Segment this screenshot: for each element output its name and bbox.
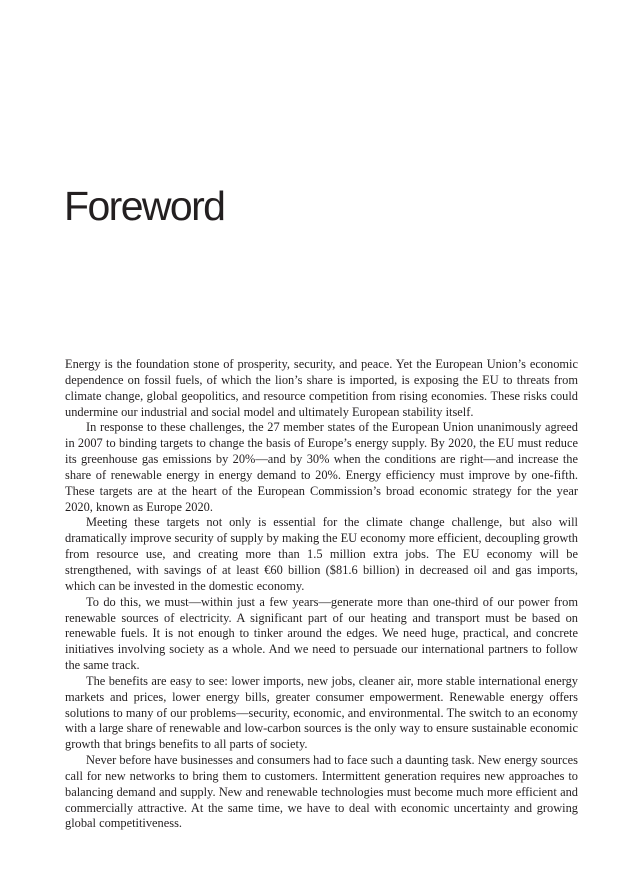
paragraph: In response to these challenges, the 27 member states of the European Union unanimously agreed in 2007 to binding targets to change the basis of Europe’s energy supply. By 2020, the EU must reduce its greenhouse gas emissions by 20%—and by 30% when the conditions are right—and increase the share of renewable energy in energy demand to 20%. Energy efficiency must improve by one-fifth. These targets are at the heart of the European Commission’s broad economic strategy for the year 2020, known as Europe 2020. [65,420,578,514]
paragraph: Never before have businesses and consumers had to face such a daunting task. New energy sources call for new networks to bring them to customers. Intermittent generation requires new approaches to balancing demand and supply. New and renewable technologies must become much more efficient and commercially attractive. At the same time, we have to deal with economic uncertainty and growing global competitiveness. [65,753,578,831]
page-title: Foreword [64,183,225,229]
paragraph: The benefits are easy to see: lower imports, new jobs, cleaner air, more stable international energy markets and prices, lower energy bills, greater consumer empowerment. Renewable energy offers solutions to many of our problems—security, economic, and environmental. The switch to an economy with a large share of renewable and low-carbon sources is the only way to ensure sustainable economic growth that brings benefits to all parts of society. [65,673,578,752]
paragraph: Meeting these targets not only is essential for the climate change challenge, but also will dramatically improve security of supply by making the EU economy more efficient, decoupling growth from resource use, and creating more than 1.5 million extra jobs. The EU economy will be strengthened, with savings of at least €60 billion ($81.6 billion) in decreased oil and gas imports, which can be invested in the domestic economy. [65,515,578,593]
paragraph: Energy is the foundation stone of prosperity, security, and peace. Yet the European Union’s economic dependence on fossil fuels, of which the lion’s share is imported, is exposing the EU to threats from climate change, global geopolitics, and resource competition from rising economies. These risks could undermine our industrial and social model and ultimately European stability itself. [65,357,578,419]
paragraph: To do this, we must—within just a few years—generate more than one-third of our power from renewable sources of electricity. A significant part of our heating and transport must be based on renewable fuels. It is not enough to tinker around the edges. We need huge, practical, and concrete initiatives involving society as a whole. And we need to persuade our international partners to follow the same track. [65,594,578,673]
foreword-body [65,357,578,832]
